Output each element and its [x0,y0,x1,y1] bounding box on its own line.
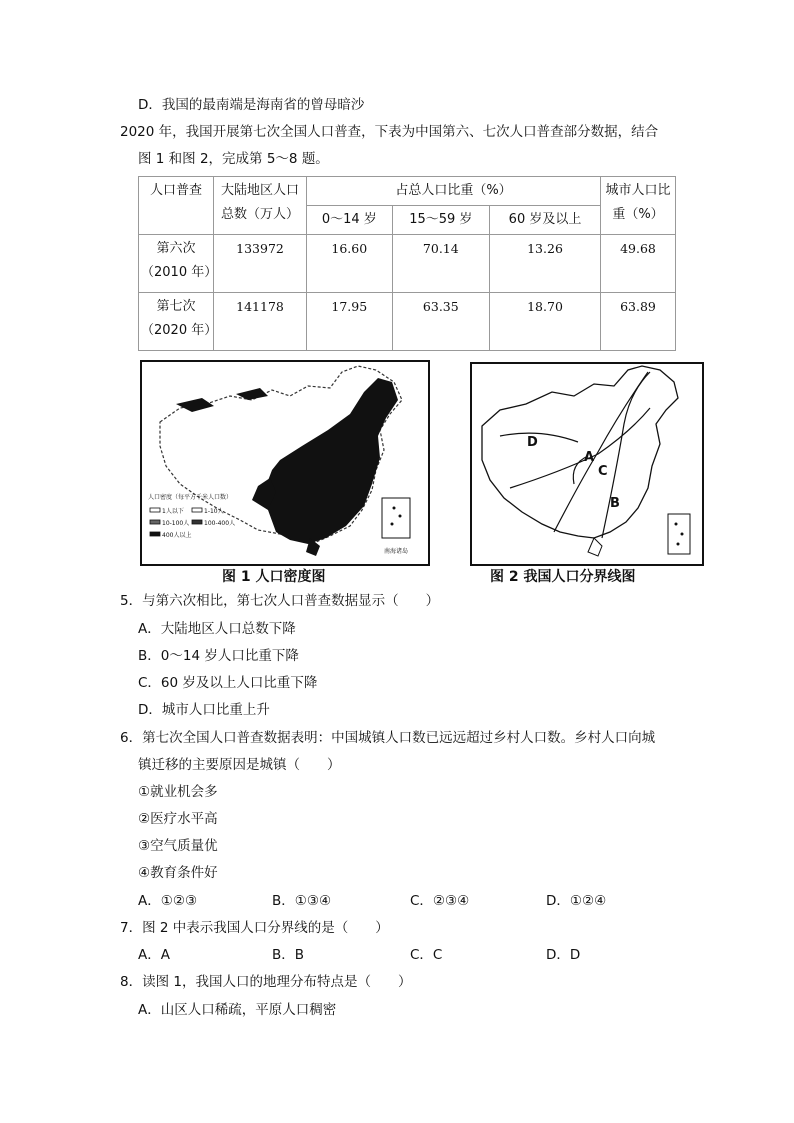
q6-option-a[interactable]: A．①②③ [138,893,198,909]
header-age-15-59: 15～59 岁 [392,206,489,235]
header-census: 人口普查 [139,177,214,235]
header-age-60: 60 岁及以上 [490,206,601,235]
q7-option-b[interactable]: B．B [272,947,305,963]
header-urban: 城市人口比 重（%） [601,177,676,235]
inset-label: 南海诸岛 [384,548,409,555]
population-boundary-map [470,362,704,566]
legend-title: 人口密度（每平方千米人口数） [148,494,233,501]
q6-item-1: ①就业机会多 [138,784,218,800]
fig1-caption: 图 1 人口密度图 [222,569,326,585]
cell-a1: 16.60 [307,235,393,293]
legend-5: 400人以上 [162,532,192,539]
header-share: 占总人口比重（%） [307,177,601,206]
q7-option-d[interactable]: D．D [546,947,581,963]
q6-option-c[interactable]: C．②③④ [410,893,470,909]
cell-a2: 63.35 [392,293,489,351]
legend-4: 100-400人 [204,520,236,527]
q5-option-d[interactable]: D．城市人口比重上升 [138,702,270,718]
intro-line-1: 2020 年，我国开展第七次全国人口普查，下表为中国第六、七次人口普查部分数据，结合 [120,124,659,140]
cell-a3: 13.26 [490,235,601,293]
header-total: 大陆地区人口 总数（万人） [214,177,307,235]
cell-total: 141178 [214,293,307,351]
cell-a3: 18.70 [490,293,601,351]
q6-option-b[interactable]: B．①③④ [272,893,332,909]
q6-stem-2: 镇迁移的主要原因是城镇（ ） [138,757,341,773]
prev-option-d: D．我国的最南端是海南省的曾母暗沙 [138,97,365,113]
q7-option-a[interactable]: A．A [138,947,170,963]
row-name: 第七次 （2020 年） [139,293,214,351]
line-label-c: C [598,464,608,479]
cell-a1: 17.95 [307,293,393,351]
cell-total: 133972 [214,235,307,293]
line-label-a: A [584,450,595,465]
population-density-map [140,360,430,566]
q6-item-4: ④教育条件好 [138,865,218,881]
q5-stem: 5．与第六次相比，第七次人口普查数据显示（ ） [120,593,440,609]
header-age-0-14: 0～14 岁 [307,206,393,235]
cell-urban: 49.68 [601,235,676,293]
q5-option-b[interactable]: B．0～14 岁人口比重下降 [138,648,299,664]
fig2-caption: 图 2 我国人口分界线图 [490,569,636,585]
q8-stem: 8．读图 1，我国人口的地理分布特点是（ ） [120,974,412,990]
q5-option-c[interactable]: C．60 岁及以上人口比重下降 [138,675,318,691]
intro-line-2: 图 1 和图 2，完成第 5～8 题。 [138,151,329,167]
legend-2: 1-10人 [204,508,224,515]
line-label-b: B [610,496,620,511]
q7-option-c[interactable]: C．C [410,947,443,963]
legend-3: 10-100人 [162,520,190,527]
table-row [139,293,676,351]
q8-option-a[interactable]: A．山区人口稀疏，平原人口稠密 [138,1002,337,1018]
q7-stem: 7．图 2 中表示我国人口分界线的是（ ） [120,920,389,936]
q6-item-2: ②医疗水平高 [138,811,218,827]
legend-1: 1人以下 [162,508,184,515]
line-label-d: D [527,435,538,450]
cell-urban: 63.89 [601,293,676,351]
q6-option-d[interactable]: D．①②④ [546,893,607,909]
q5-option-a[interactable]: A．大陆地区人口总数下降 [138,621,296,637]
census-table [138,176,676,351]
row-name: 第六次 （2010 年） [139,235,214,293]
cell-a2: 70.14 [392,235,489,293]
q6-stem-1: 6．第七次全国人口普查数据表明：中国城镇人口数已远远超过乡村人口数。乡村人口向城 [120,730,656,746]
table-row [139,235,676,293]
q6-item-3: ③空气质量优 [138,838,218,854]
